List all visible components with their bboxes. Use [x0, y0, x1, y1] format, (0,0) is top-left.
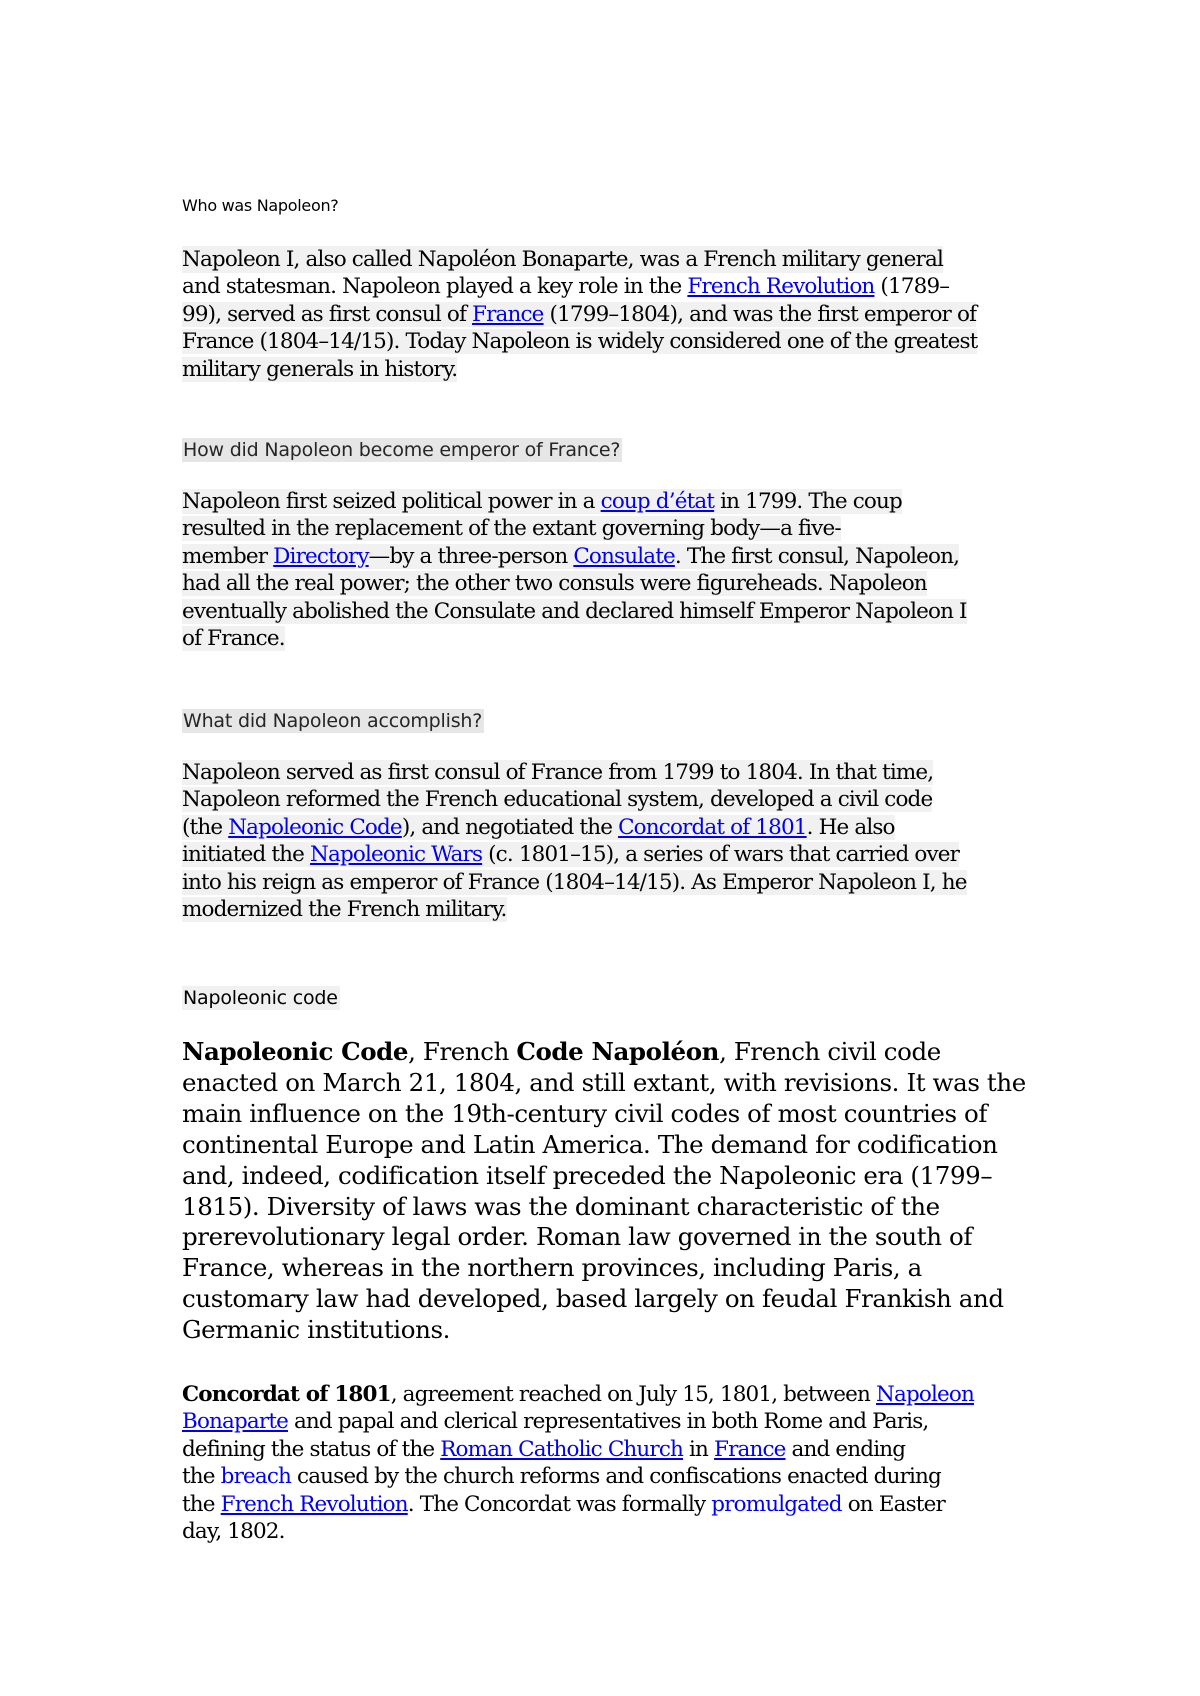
text-run: —by a three-person — [368, 543, 574, 569]
text-run: Napoleon I, also called Napoléon Bonaparte, was a French military general — [182, 247, 943, 272]
text-run: eventually abolished the Consulate and declared himself Emperor Napoleon I — [182, 598, 967, 624]
text-run: . He also — [806, 814, 895, 840]
text-line — [182, 870, 967, 895]
link-napoleon-bonaparte[interactable]: Napoleon — [876, 1382, 974, 1407]
text-run: (1789– — [874, 274, 950, 300]
paragraph-who-was-napoleon — [182, 246, 977, 383]
text-run: the — [182, 1491, 221, 1517]
link-french-revolution-2[interactable]: French Revolution — [220, 1491, 408, 1517]
text-run: (c. 1801–15), a series of wars that carried over — [482, 842, 960, 868]
text-line: Germanic institutions. — [182, 1315, 451, 1345]
text-line — [182, 544, 959, 569]
text-run: in — [683, 1436, 715, 1462]
text-line — [182, 357, 457, 382]
text-run: (the — [182, 814, 229, 840]
text-line: France, whereas in the northern provinces, including Paris, a — [182, 1253, 922, 1283]
text-run: defining the status of the — [182, 1436, 441, 1462]
link-napoleon-bonaparte-cont[interactable]: Bonaparte — [182, 1409, 288, 1435]
text-run: the — [182, 1464, 221, 1490]
text-run: into his reign as emperor of France (1804–14/15). As Emperor Napoleon I, he — [182, 869, 967, 895]
text-line: continental Europe and Latin America. The demand for codification — [182, 1129, 998, 1159]
text-line — [182, 842, 959, 867]
text-run: Napoleon reformed the French educational system, developed a civil code — [182, 787, 933, 813]
link-consulate[interactable]: Consulate — [573, 543, 675, 569]
text-line — [182, 516, 841, 541]
text-line — [182, 302, 976, 327]
text-line: and, indeed, codification itself preceded the Napoleonic era (1799– — [182, 1160, 993, 1190]
term-napoleonic-code: Napoleonic Code — [182, 1037, 409, 1066]
text-run: 99), served as first consul of — [182, 301, 473, 327]
text-line — [182, 274, 949, 299]
text-run: Napoleon served as first consul of France from 1799 to 1804. In that time, — [182, 760, 934, 785]
link-directory[interactable]: Directory — [273, 543, 369, 569]
text-run: . The Concordat was formally — [407, 1491, 712, 1517]
text-run: of France. — [182, 626, 285, 652]
link-napoleonic-code[interactable]: Napoleonic Code — [228, 814, 402, 840]
link-roman-catholic-church[interactable]: Roman Catholic Church — [440, 1436, 684, 1462]
text-line: enacted on March 21, 1804, and still extant, with revisions. It was the — [182, 1067, 1026, 1097]
text-line — [182, 897, 507, 922]
text-line — [182, 329, 977, 354]
text-run: and ending — [785, 1436, 906, 1462]
link-promulgated[interactable]: promulgated — [711, 1491, 842, 1517]
text-run: modernized the French military. — [182, 897, 507, 923]
text-line — [182, 626, 285, 651]
heading-napoleonic-code: Napoleonic code — [183, 987, 338, 1009]
text-run: (1799–1804), and was the first emperor of — [543, 301, 977, 327]
text-run: in 1799. The coup — [714, 489, 902, 514]
link-french-revolution[interactable]: French Revolution — [687, 274, 875, 300]
paragraph-accomplishments — [182, 759, 967, 923]
term-concordat-1801: Concordat of 1801 — [182, 1382, 391, 1407]
text-line — [182, 760, 933, 785]
text-run: member — [182, 543, 274, 569]
text-line: customary law had developed, based largely on feudal Frankish and — [182, 1284, 1004, 1314]
text-run: military generals in history. — [182, 356, 458, 382]
link-concordat-1801[interactable]: Concordat of 1801 — [618, 814, 807, 840]
text-run: caused by the church reforms and confiscations enacted during — [291, 1464, 941, 1490]
text-run: had all the real power; the other two consuls were figureheads. Napoleon — [182, 571, 927, 597]
heading-become-emperor: How did Napoleon become emperor of France? — [183, 439, 621, 461]
paragraph-become-emperor — [182, 488, 967, 652]
text-line: main influence on the 19th-century civil codes of most countries of — [182, 1098, 988, 1128]
paragraph-concordat — [182, 1381, 974, 1545]
text-line — [182, 787, 932, 812]
link-france-2[interactable]: France — [714, 1436, 786, 1462]
link-coup-detat[interactable]: coup d’état — [600, 489, 715, 514]
text-run: and papal and clerical representatives in both Rome and Paris, — [287, 1409, 929, 1435]
heading-accomplishments: What did Napoleon accomplish? — [183, 710, 483, 732]
text-run: . The first consul, Napoleon, — [674, 543, 960, 569]
text-run: and statesman. Napoleon played a key role in the — [182, 274, 688, 300]
text-run: on Easter — [841, 1491, 945, 1517]
text-line: prerevolutionary legal order. Roman law governed in the south of — [182, 1222, 973, 1252]
text-line — [182, 571, 927, 596]
text-run: , French — [408, 1037, 517, 1066]
text-run: , agreement reached on July 15, 1801, between — [390, 1382, 877, 1407]
text-run: , French civil code — [719, 1037, 941, 1066]
text-run: initiated the — [182, 842, 311, 868]
link-napoleonic-wars[interactable]: Napoleonic Wars — [310, 842, 483, 868]
link-france[interactable]: France — [472, 301, 544, 327]
text-line: day, 1802. — [182, 1519, 285, 1545]
text-line — [182, 246, 943, 273]
term-code-napoleon: Code Napoléon — [516, 1037, 720, 1066]
document-title: Who was Napoleon? — [182, 196, 339, 215]
link-breach[interactable]: breach — [220, 1464, 292, 1490]
text-run: resulted in the replacement of the extant governing body—a five- — [182, 516, 841, 542]
text-run: France (1804–14/15). Today Napoleon is widely considered one of the greatest — [182, 329, 978, 355]
text-run: Napoleon first seized political power in a — [182, 489, 601, 514]
text-line — [182, 599, 967, 624]
text-run: ), and negotiated the — [401, 814, 619, 840]
text-line: 1815). Diversity of laws was the dominant characteristic of the — [182, 1191, 940, 1221]
text-line — [182, 815, 895, 840]
paragraph-napoleonic-code — [182, 1037, 1026, 1346]
text-line — [182, 489, 902, 514]
